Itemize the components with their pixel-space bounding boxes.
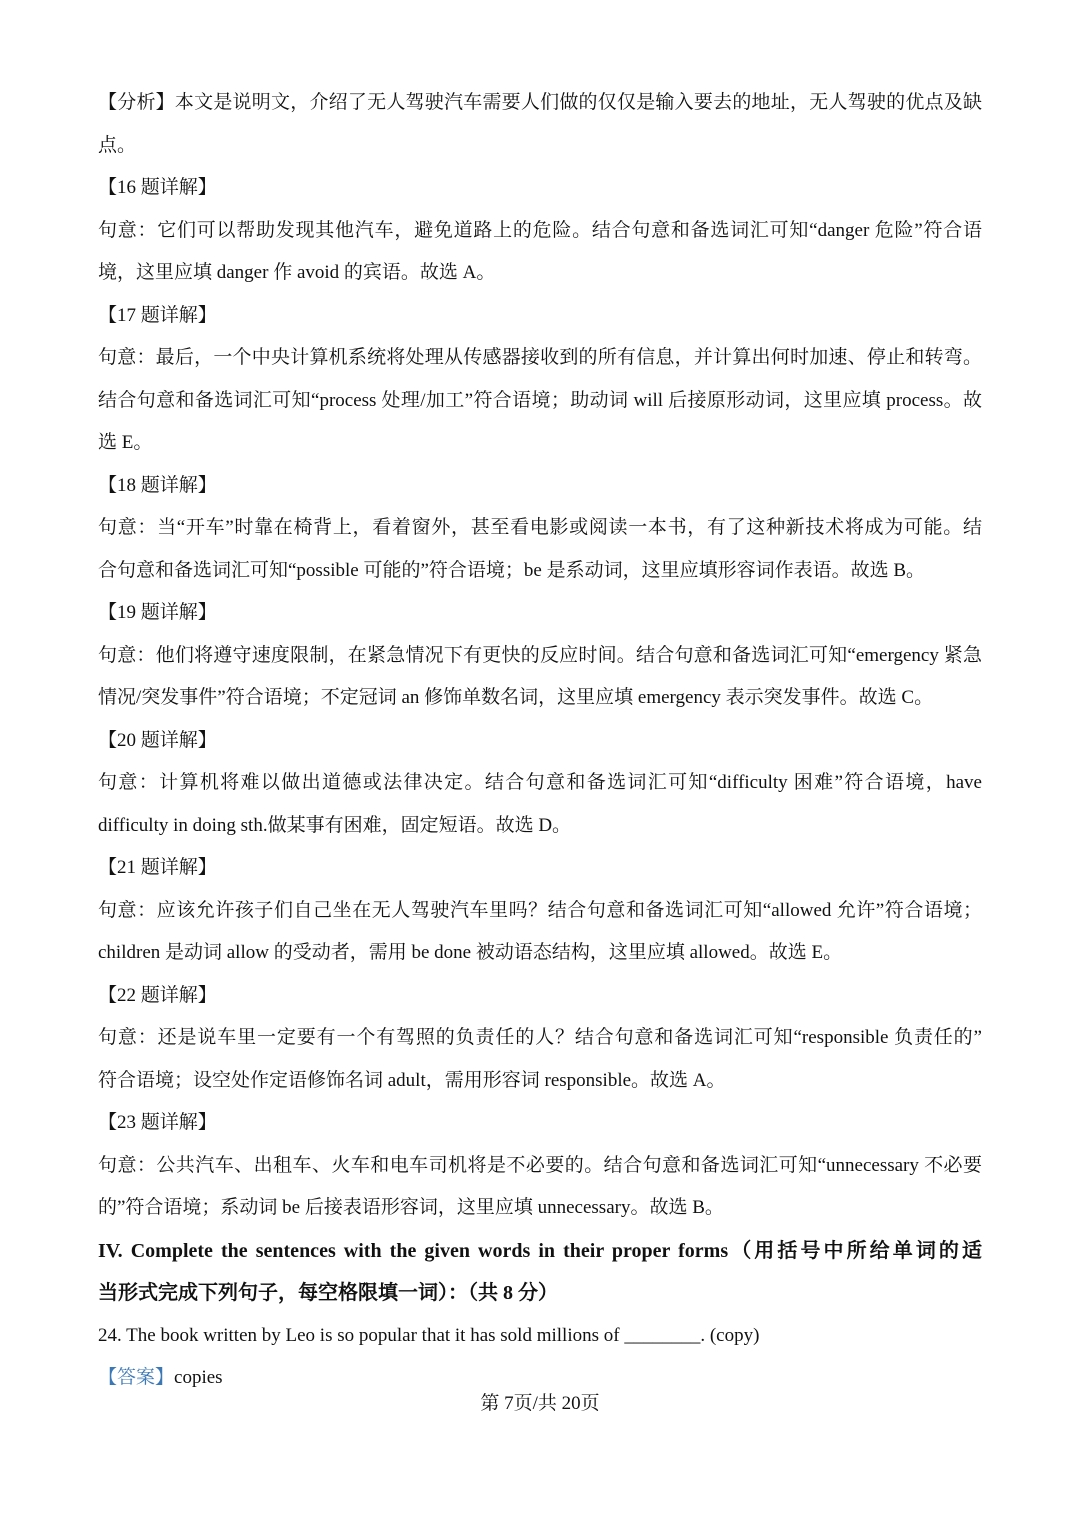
detail-heading-22: 【22 题详解】 [98, 984, 217, 1006]
answer-label: 【答案】 [98, 1367, 175, 1388]
detail-line: 句意：计算机将难以做出道德或法律决定。结合句意和备选词汇可知“difficulty 困难”符合语境，have [98, 772, 982, 793]
section-iv-heading: IV. Complete the sentences with the given words in their proper forms（用括号中所给单词的适 [98, 1239, 982, 1262]
detail-line: 符合语境；设空处作定语修饰名词 adult，需用形容词 responsible。故选 A。 [98, 1069, 726, 1091]
detail-line: 合句意和备选词汇可知“possible 可能的”符合语境；be 是系动词，这里应填形容词作表语。故选 B。 [98, 559, 926, 581]
detail-line: 句意：还是说车里一定要有一个有驾照的负责任的人？结合句意和备选词汇可知“responsible 负责任的” [98, 1027, 982, 1048]
detail-line: 句意：公共汽车、出租车、火车和电车司机将是不必要的。结合句意和备选词汇可知“unnecessary 不必要 [98, 1154, 982, 1176]
analysis-line: 点。 [98, 134, 137, 156]
detail-line: 境，这里应填 danger 作 avoid 的宾语。故选 A。 [98, 262, 496, 283]
page-content [98, 82, 982, 1400]
detail-line: 句意：最后，一个中央计算机系统将处理从传感器接收到的所有信息，并计算出何时加速、停止和转弯。 [98, 347, 982, 368]
detail-line: 结合句意和备选词汇可知“process 处理/加工”符合语境；助动词 will 后接原形动词，这里应填 process。故 [98, 389, 982, 411]
detail-line: 情况/突发事件”符合语境；不定冠词 an 修饰单数名词，这里应填 emergency 表示突发事件。故选 C。 [98, 687, 934, 708]
detail-heading-19: 【19 题详解】 [98, 602, 217, 623]
detail-line: 句意：他们将遵守速度限制，在紧急情况下有更快的反应时间。结合句意和备选词汇可知“emergency 紧急 [98, 644, 982, 666]
detail-line: 的”符合语境；系动词 be 后接表语形容词，这里应填 unnecessary。故选 B。 [98, 1197, 724, 1218]
detail-line: 句意：它们可以帮助发现其他汽车，避免道路上的危险。结合句意和备选词汇可知“danger 危险”符合语 [98, 219, 982, 241]
detail-line: 句意：当“开车”时靠在椅背上，看着窗外，甚至看电影或阅读一本书，有了这种新技术将成为可能。结 [98, 517, 982, 538]
detail-heading-16: 【16 题详解】 [98, 177, 217, 198]
question-24: 24. The book written by Leo is so popular that it has sold millions of ________. (copy) [98, 1324, 760, 1346]
detail-heading-21: 【21 题详解】 [98, 857, 217, 878]
detail-heading-23: 【23 题详解】 [98, 1112, 217, 1133]
detail-line: 句意：应该允许孩子们自己坐在无人驾驶汽车里吗？结合句意和备选词汇可知“allowed 允许”符合语境； [98, 899, 982, 921]
analysis-line: 【分析】本文是说明文，介绍了无人驾驶汽车需要人们做的仅仅是输入要去的地址，无人驾驶的优点及缺 [98, 92, 982, 113]
page-number-footer: 第 7页/共 20页 [480, 1393, 600, 1414]
detail-heading-17: 【17 题详解】 [98, 304, 217, 326]
detail-line: 选 E。 [98, 432, 153, 453]
detail-heading-20: 【20 题详解】 [98, 729, 217, 751]
answer-value: copies [174, 1367, 223, 1388]
detail-heading-18: 【18 题详解】 [98, 474, 217, 496]
section-iv-heading: 当形式完成下列句子，每空格限填一词）：（共 8 分） [98, 1282, 558, 1304]
detail-line: difficulty in doing sth.做某事有困难，固定短语。故选 D。 [98, 814, 572, 836]
detail-line: children 是动词 allow 的受动者，需用 be done 被动语态结构，这里应填 allowed。故选 E。 [98, 942, 843, 963]
